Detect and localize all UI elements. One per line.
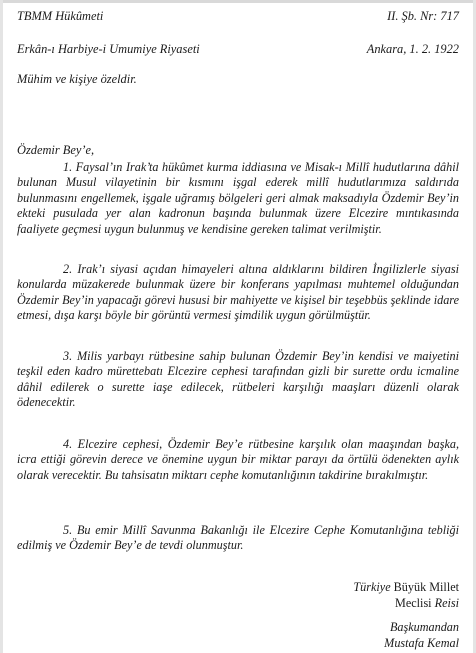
signature-line-1	[353, 580, 459, 596]
paragraph-2: 2. Irak’ı siyasi açıdan himayeleri altına aldıklarını bildiren İngilizlerle siyasi konularda müzakerede bulunmak üzere bir konferans yapılması muhtemel olduğundan Özdemir Bey’in yapacağı görevi hususi bir mahiyette ve kişisel bir teşebbüs şeklinde idare etmesi, dışa karşı böyle bir görüntü vermesi şimdilik uygun görülmüştür.	[17, 262, 459, 323]
signature-line-2-italic: Reisi	[434, 596, 459, 610]
paragraph-3: 3. Milis yarbayı rütbesine sahip bulunan Özdemir Bey’in kendisi ve maiyetini teşkil eden kadro mürettebatı Elcezire cephesi tarafından gizli bir surette ordu icmaline dâhil edilerek o surette iaşe edilecek, rütbeleri karşılığı maaşları düzenli olarak ödenecektir.	[17, 349, 459, 410]
signature-line-1-italic: Türkiye	[353, 580, 391, 594]
signature-name: Mustafa Kemal	[384, 636, 459, 650]
salutation: Özdemir Bey’e,	[17, 143, 95, 157]
issuing-office: Erkân-ı Harbiye-i Umumiye Riyaseti	[17, 42, 200, 56]
signature-line-1-rest: Büyük Millet	[390, 580, 459, 594]
signature-title: Başkumandan	[389, 620, 459, 634]
paragraph-5: 5. Bu emir Millî Savunma Bakanlığı ile Elcezire Cephe Komutanlığına tebliği edilmiş ve Özdemir Bey’e de tevdi olunmuştur.	[17, 523, 459, 553]
scan-edge-top	[0, 0, 476, 3]
scan-edge-left	[0, 0, 3, 653]
classification: Mühim ve kişiye özeldir.	[17, 72, 137, 86]
signature-line-2	[395, 596, 459, 612]
paragraph-4: 4. Elcezire cephesi, Özdemir Bey’e rütbesine karşılık olan maaşından başka, icra ettiği görevin derece ve önemine uygun bir miktar parayı da örtülü ödenekten aylık olarak verecektir. Bu tahsisatın miktarı cephe komutanlığının takdirine bırakılmıştır.	[17, 437, 459, 482]
sender: TBMM Hükûmeti	[17, 9, 104, 23]
document-number: II. Şb. Nr: 717	[387, 9, 459, 23]
place-and-date: Ankara, 1. 2. 1922	[366, 42, 459, 56]
signature-line-2-roman: Meclisi	[395, 596, 435, 610]
paragraph-1: 1. Faysal’ın Irak’ta hükûmet kurma iddiasına ve Misak-ı Millî hudutlarına dâhil bulunan Musul vilayetinin bir kısmını işgal ederek millî hudutlarımıza saldırıda bulunmasını engellemek, işgale uğramış bölgeleri geri almak maksadıyla Özdemir Bey’in ekteki pusulada yer alan kadronun başında bulunmak üzere Elcezire mıntıkasında faaliyete geçmesi uygun bulunmuş ve kendisine gereken talimat verilmiştir.	[17, 160, 459, 236]
